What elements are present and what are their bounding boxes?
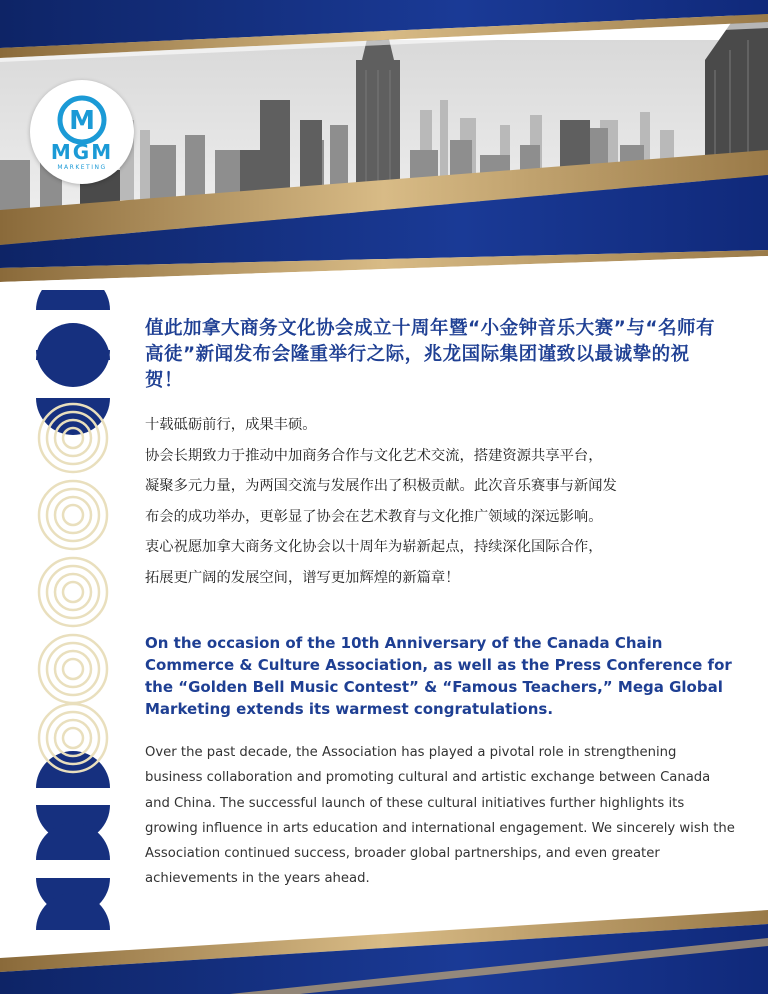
- footer-banner: [0, 880, 768, 994]
- chinese-body: [145, 410, 745, 593]
- chinese-body-line: 协会长期致力于推动中加商务合作与文化艺术交流，搭建资源共享平台，: [145, 447, 603, 464]
- logo-mark: M: [69, 106, 95, 136]
- logo-tagline: MARKETING: [57, 164, 107, 171]
- header-banner: [0, 0, 768, 300]
- english-headline: On the occasion of the 10th Anniversary of the Canada Chain Commerce & Culture Association, as well as the Press Conference for the “Golden Bell Music Contest” & “Famous Teachers,” Mega Global Marketing extends its warmest congratulations.: [145, 634, 732, 718]
- chinese-body-line: 十载砥砺前行，成果丰硕。: [145, 417, 317, 433]
- chinese-body-line: 拓展更广阔的发展空间，谱写更加辉煌的新篇章！: [145, 569, 460, 586]
- concentric-arcs-pattern: [39, 404, 107, 772]
- logo-name: MGM: [50, 140, 114, 164]
- chinese-body-line: 布会的成功举办，更彰显了协会在艺术教育与文化推广领域的深远影响。: [145, 508, 603, 525]
- chinese-body-line: 凝聚多元力量，为两国交流与发展作出了积极贡献。此次音乐赛事与新闻发: [145, 478, 617, 494]
- english-body: Over the past decade, the Association has played a pivotal role in strengthening business collaboration and promoting cultural and artistic exchange between Canada and China. The successful launch of these cultural initiatives further highlights its growing influence in arts education and international engagement. We sincerely wish the Association continued success, broader global partnerships, and even greater achievements in the years ahead.: [145, 745, 735, 887]
- mgm-logo-icon: [30, 80, 134, 184]
- chinese-body-line: 衷心祝愿加拿大商务文化协会以十周年为崭新起点，持续深化国际合作，: [145, 539, 603, 555]
- chinese-headline: 值此加拿大商务文化协会成立十周年暨“小金钟音乐大赛”与“名师有高徒”新闻发布会隆重举行之际，兆龙国际集团谨致以最诚挚的祝贺！: [145, 318, 715, 391]
